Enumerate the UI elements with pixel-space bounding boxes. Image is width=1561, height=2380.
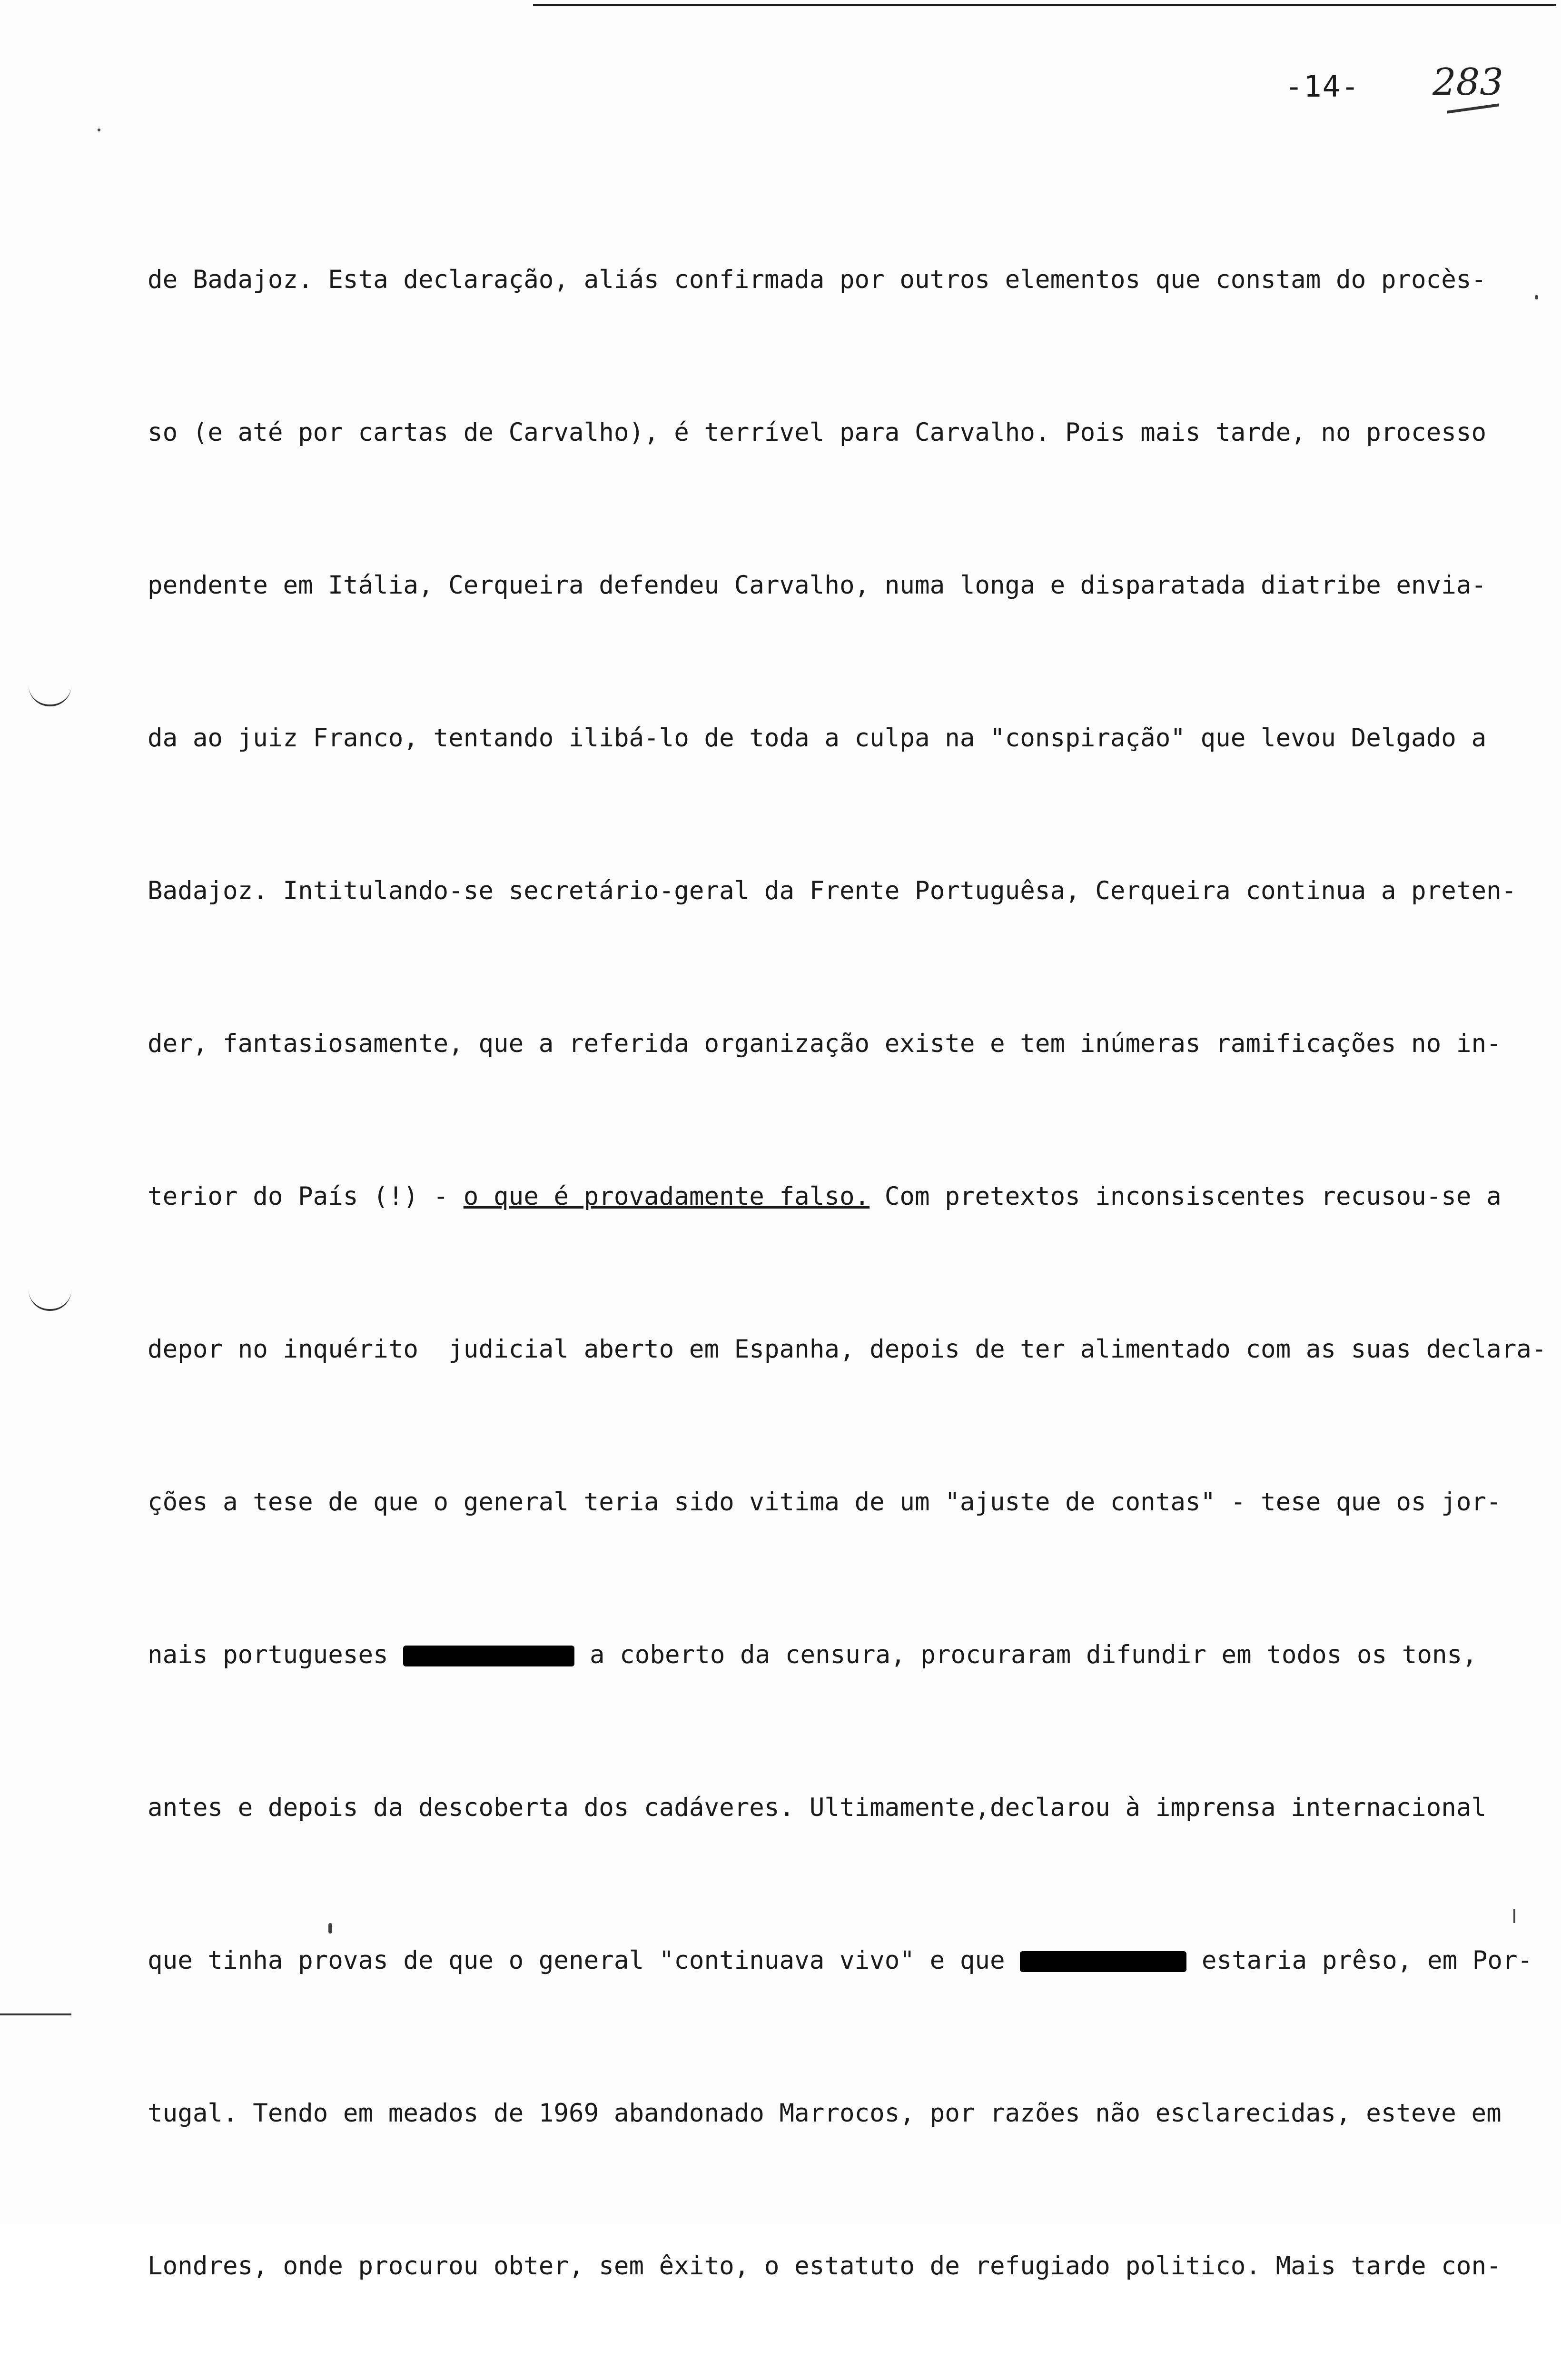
handwritten-folio-number: 283 <box>1433 61 1503 104</box>
text-line: so (e até por cartas de Carvalho), é terrível para Carvalho. Pois mais tarde, no processo <box>148 418 1487 447</box>
text-line <box>148 1171 1556 1222</box>
bottom-margin-rule <box>0 2013 71 2015</box>
body-text <box>148 152 1556 2380</box>
text-line: de Badajoz. Esta declaração, aliás confirmada por outros elementos que constam do procès- <box>148 265 1487 294</box>
text-line: ções a tese de que o general teria sido vitima de um "ajuste de contas" - tese que os jor- <box>148 1488 1502 1517</box>
text-line: pendente em Itália, Cerqueira defendeu Carvalho, numa longa e disparatada diatribe envia- <box>148 571 1487 600</box>
text-line: der, fantasiosamente, que a referida organização existe e tem inúmeras ramificações no in- <box>148 1029 1502 1058</box>
text-segment: nais portugueses <box>148 1640 404 1669</box>
margin-dot <box>98 129 100 131</box>
text-line: tugal. Tendo em meados de 1969 abandonado Marrocos, por razões não esclarecidas, esteve em <box>148 2099 1502 2128</box>
text-line: antes e depois da descoberta dos cadáveres. Ultimamente,declarou à imprensa internacional <box>148 1793 1487 1822</box>
text-segment: que tinha provas de que o general "continuava vivo" e que <box>148 1946 1020 1975</box>
text-line <box>148 1935 1556 1986</box>
text-line <box>148 1629 1556 1680</box>
text-segment: Com pretextos inconsiscentes recusou-se a <box>869 1182 1502 1211</box>
redaction-mark <box>1020 1951 1186 1972</box>
text-line: da ao juiz Franco, tentando ilibá-lo de toda a culpa na "conspiração" que levou Delgado a <box>148 724 1487 753</box>
text-segment: a coberto da censura, procuraram difundir em todos os tons, <box>574 1640 1477 1669</box>
text-line: Badajoz. Intitulando-se secretário-geral da Frente Portuguêsa, Cerqueira continua a preten- <box>148 876 1517 905</box>
text-line: depor no inquérito judicial aberto em Espanha, depois de ter alimentado com as suas declara- <box>148 1335 1547 1364</box>
text-segment: terior do País (!) - <box>148 1182 464 1211</box>
redaction-mark <box>403 1646 574 1666</box>
top-rule <box>533 4 1556 6</box>
text-line: Londres, onde procurou obter, sem êxito, o estatuto de refugiado politico. Mais tarde con- <box>148 2251 1502 2281</box>
page-number: -14- <box>1285 69 1360 104</box>
margin-mark-curve <box>29 1290 71 1311</box>
folio-underline-stroke <box>1447 103 1499 113</box>
margin-mark-curve <box>29 685 71 706</box>
underlined-phrase: o que é provadamente falso. <box>463 1182 870 1211</box>
text-segment: estaria prêso, em Por- <box>1186 1946 1533 1975</box>
